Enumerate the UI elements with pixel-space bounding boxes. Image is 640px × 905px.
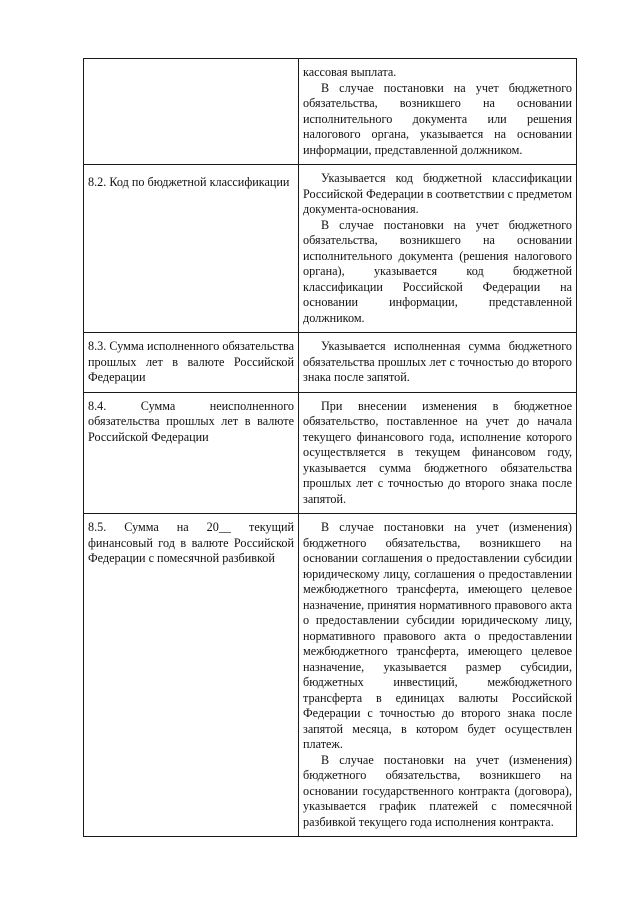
table-row <box>84 333 577 393</box>
description-paragraph: кассовая выплата. <box>303 65 397 79</box>
description-paragraph: В случае постановки на учет бюджетного обязательства, возникшего на основании исполнительного документа или решения налогового органа, указывается на основании информации, представленной должником. <box>303 80 572 157</box>
table-row <box>84 165 577 333</box>
field-description-cell <box>299 392 577 514</box>
field-description-cell <box>299 165 577 333</box>
field-name-cell: 8.2. Код по бюджетной классификации <box>84 165 299 333</box>
field-name-cell <box>84 59 299 165</box>
field-description-cell <box>299 59 577 165</box>
field-name-cell: 8.4. Сумма неисполненного обязательства прошлых лет в валюте Российской Федерации <box>84 392 299 514</box>
field-name-cell: 8.5. Сумма на 20__ текущий финансовый год в валюте Российской Федерации с помесячной разбивкой <box>84 514 299 837</box>
field-name-cell: 8.3. Сумма исполненного обязательства прошлых лет в валюте Российской Федерации <box>84 333 299 393</box>
description-paragraph: Указывается код бюджетной классификации Российской Федерации в соответствии с предметом документа-основания. <box>303 171 572 216</box>
table-row <box>84 392 577 514</box>
description-paragraph: При внесении изменения в бюджетное обязательство, поставленное на учет до начала текущего финансового года, исполнение которого осуществляется в текущем финансовом году, указывается сумма бюджетного обязательства прошлых лет с точностью до второго знака после запятой. <box>303 398 572 506</box>
description-paragraph: В случае постановки на учет (изменения) бюджетного обязательства, возникшего на основании соглашения о предоставлении субсидии юридическому лицу, соглашения о предоставлении межбюджетного трансферта, имеющего целевое назначение, принятия нормативного правового акта о предоставлении субсидии юридическому лицу, нормативного правового акта о предоставлении межбюджетного трансферта, имеющего целевое назначение, указывается размер субсидии, бюджетных инвестиций, межбюджетного трансферта в единицах валюты Российской Федерации с точностью до второго знака после запятой месяца, в котором будет осуществлен платеж. <box>303 520 572 751</box>
field-description-cell <box>299 333 577 393</box>
description-paragraph: В случае постановки на учет бюджетного обязательства, возникшего на основании исполнительного документа (решения налогового органа), указывается код бюджетной классификации Российской Федерации на основании информации, представленной должником. <box>303 217 572 325</box>
description-paragraph: В случае постановки на учет (изменения) бюджетного обязательства, возникшего на основании государственного контракта (договора), указывается график платежей с помесячной разбивкой текущего года исполнения контракта. <box>303 752 572 829</box>
instructions-table <box>83 58 577 837</box>
field-description-cell <box>299 514 577 837</box>
table-row <box>84 59 577 165</box>
description-paragraph: Указывается исполненная сумма бюджетного обязательства прошлых лет с точностью до второго знака после запятой. <box>303 339 572 384</box>
table-row <box>84 514 577 837</box>
